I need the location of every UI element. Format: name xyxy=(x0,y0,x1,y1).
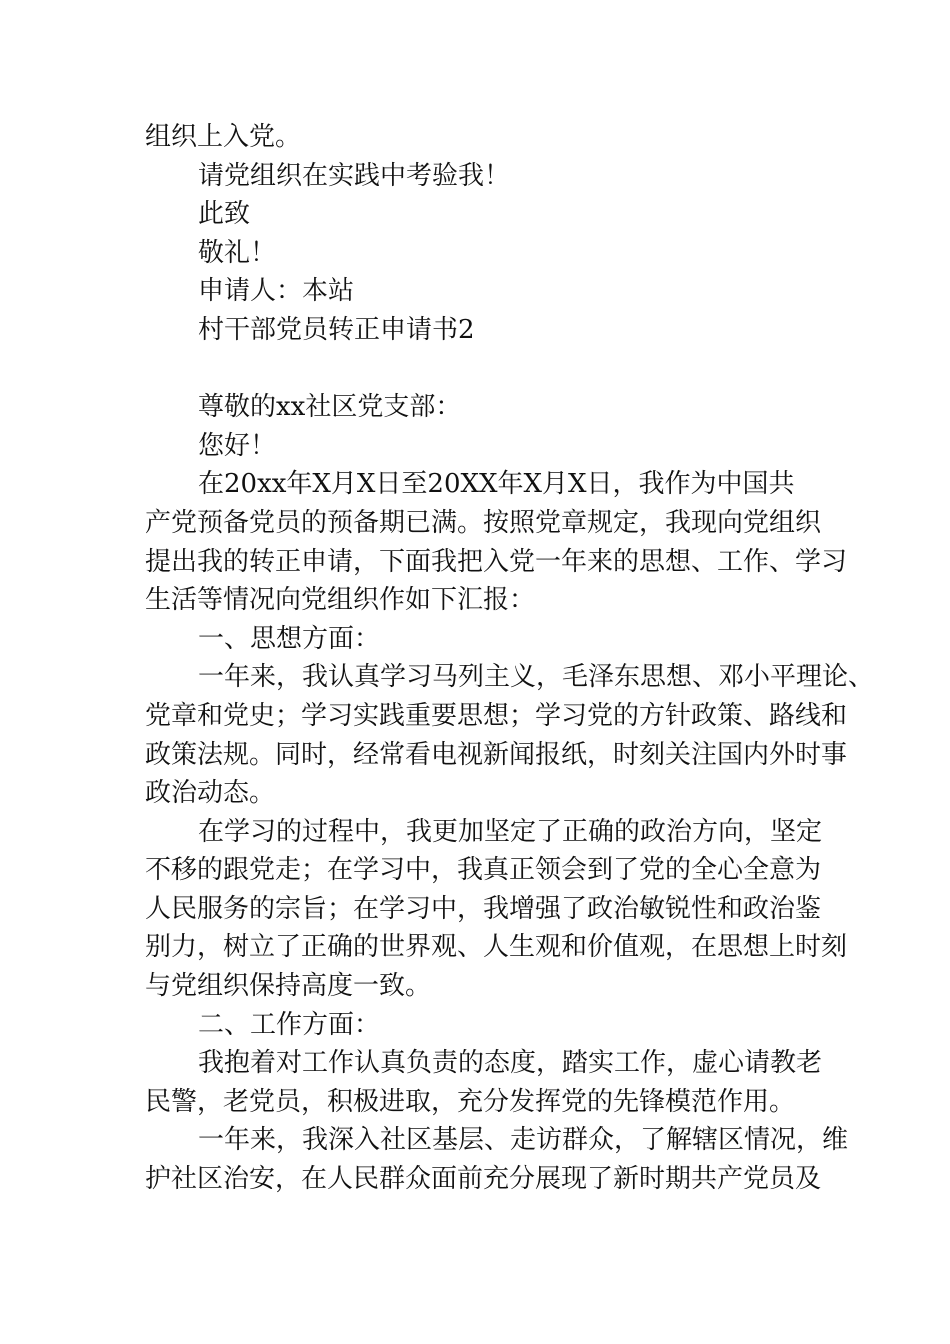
section-heading: 一、思想方面： xyxy=(198,623,381,654)
text-line: 请党组织在实践中考验我！ xyxy=(198,160,511,191)
section-title: 村干部党员转正申请书2 xyxy=(198,314,475,345)
text-line: 此致 xyxy=(198,199,251,230)
text-line: 护社区治安，在人民群众面前充分展现了新时期共产党员及 xyxy=(145,1164,822,1195)
text-line: 敬礼！ xyxy=(198,237,277,268)
text-line: 一年来，我深入社区基层、走访群众，了解辖区情况，维 xyxy=(198,1125,849,1156)
text-line: 政策法规。同时，经常看电视新闻报纸，时刻关注国内外时事 xyxy=(145,739,848,770)
text-line: 不移的跟党走；在学习中，我真正领会到了党的全心全意为 xyxy=(145,855,822,886)
salutation: 尊敬的xx社区党支部： xyxy=(198,392,462,423)
section-heading: 二、工作方面： xyxy=(198,1009,381,1040)
text-line: 别力，树立了正确的世界观、人生观和价值观，在思想上时刻 xyxy=(145,932,848,963)
text-line: 政治动态。 xyxy=(145,778,276,809)
text-line: 人民服务的宗旨；在学习中，我增强了政治敏锐性和政治鉴 xyxy=(145,893,822,924)
text-line: 在20xx年X月X日至20XX年X月X日，我作为中国共 xyxy=(198,469,795,500)
greeting: 您好！ xyxy=(198,430,277,461)
blank-line xyxy=(145,350,825,389)
text-line: 民警，老党员，积极进取，充分发挥党的先锋模范作用。 xyxy=(145,1086,796,1117)
text-line: 我抱着对工作认真负责的态度，踏实工作，虚心请教老 xyxy=(198,1048,823,1079)
text-line: 在学习的过程中，我更加坚定了正确的政治方向，坚定 xyxy=(198,816,823,847)
text-line: 组织上入党。 xyxy=(145,122,302,152)
text-line: 一年来，我认真学习马列主义，毛泽东思想、邓小平理论、 xyxy=(198,662,875,693)
signature-line: 申请人：本站 xyxy=(198,276,355,307)
text-line: 与党组织保持高度一致。 xyxy=(145,971,432,1002)
document-page xyxy=(145,118,875,1199)
text-line: 生活等情况向党组织作如下汇报： xyxy=(145,585,536,616)
text-line: 提出我的转正申请，下面我把入党一年来的思想、工作、学习 xyxy=(145,546,848,577)
text-line: 党章和党史；学习实践重要思想；学习党的方针政策、路线和 xyxy=(145,700,848,731)
text-line: 产党预备党员的预备期已满。按照党章规定，我现向党组织 xyxy=(145,507,822,538)
